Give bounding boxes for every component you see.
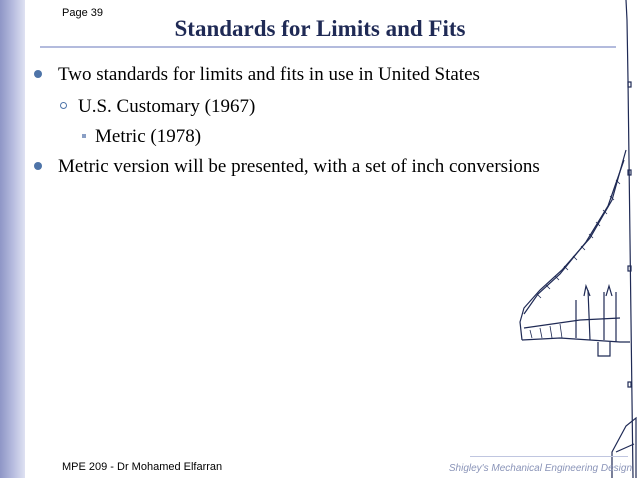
bullet-text: Metric (1978) <box>95 126 202 147</box>
bullet-dot-icon <box>34 162 42 170</box>
bullet-item <box>95 126 201 148</box>
bullet-item <box>78 96 255 118</box>
bullet-item <box>58 64 480 86</box>
bullet-ring-icon <box>60 102 67 109</box>
footer-book-title: Shigley's Mechanical Engineering Design <box>448 463 632 474</box>
slide-title: Standards for Limits and Fits <box>174 16 466 41</box>
bullet-text: U.S. Customary (1967) <box>78 96 256 117</box>
bullet-square-icon <box>82 134 86 138</box>
space-shuttle-illustration <box>470 0 638 478</box>
bullet-item <box>58 156 540 178</box>
bullet-text: Two standards for limits and fits in use in United States <box>58 64 480 85</box>
footer-course-label: MPE 209 - Dr Mohamed Elfarran <box>62 461 223 473</box>
bullet-text: Metric version will be presented, with a set of inch conversions <box>58 156 540 177</box>
footer-rule <box>470 456 628 457</box>
bullet-dot-icon <box>34 70 42 78</box>
page-number: Page 39 <box>62 7 103 19</box>
left-decorative-bar <box>0 0 25 478</box>
